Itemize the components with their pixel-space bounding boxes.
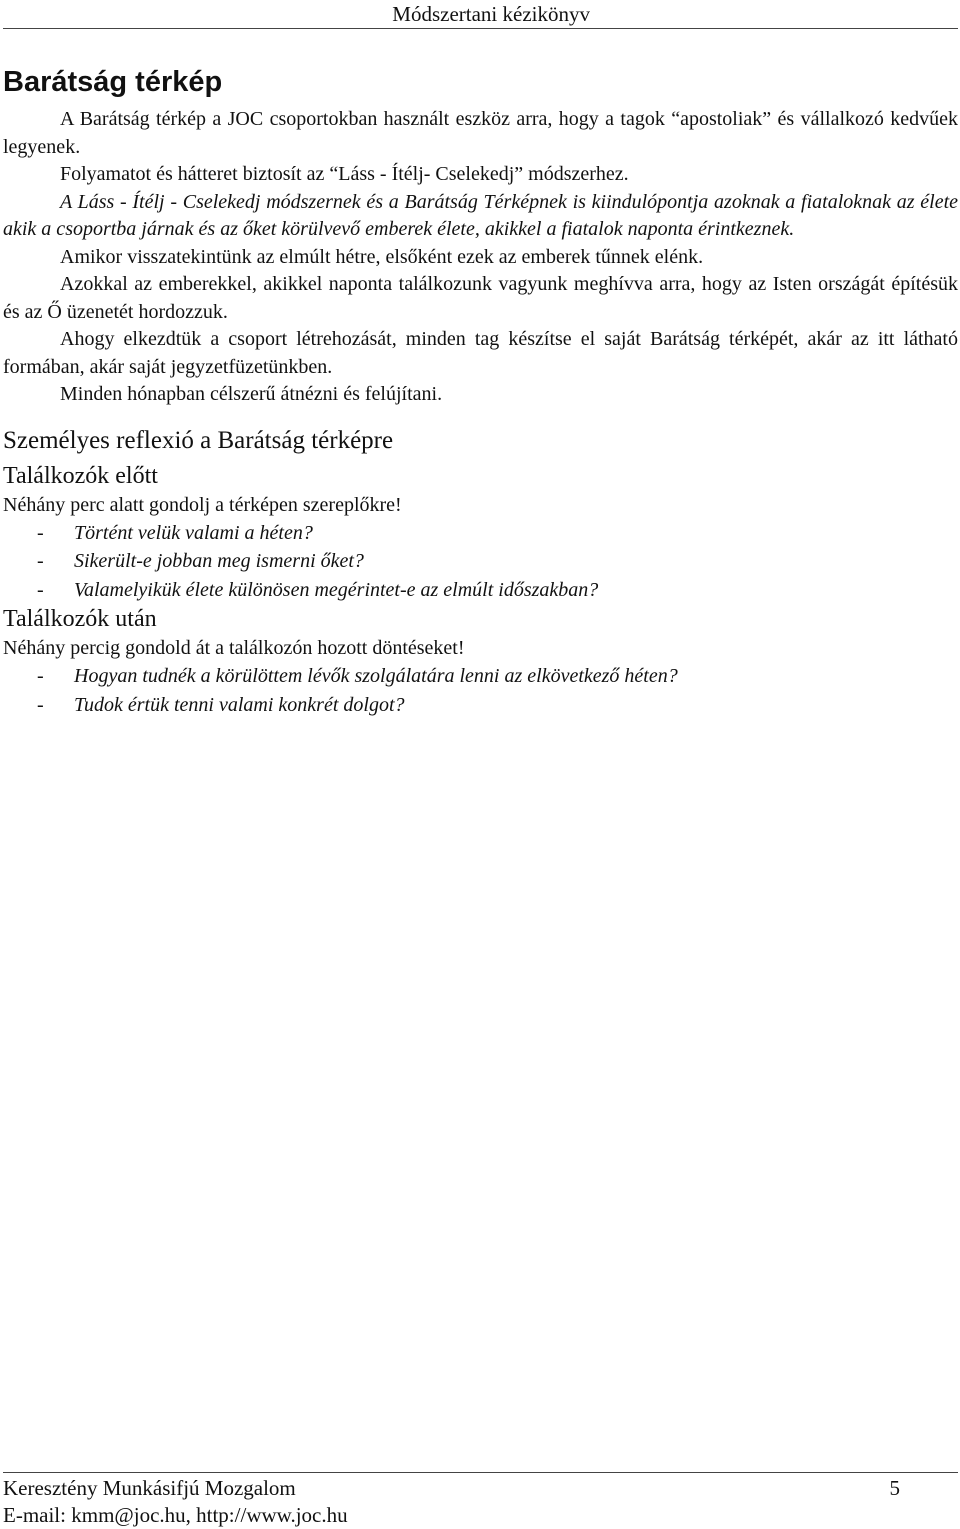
after-meetings-questions xyxy=(3,662,958,719)
page-number: 5 xyxy=(889,1476,900,1500)
footer-contact: E-mail: kmm@joc.hu, http://www.joc.hu xyxy=(3,1503,348,1527)
question-text: Hogyan tudnék a körülöttem lévők szolgálatára lenni az elkövetkező héten? xyxy=(74,665,678,687)
list-item xyxy=(3,547,958,576)
paragraph: Amikor visszatekintünk az elmúlt hétre, elsőként ezek az emberek tűnnek elénk. xyxy=(60,245,704,268)
paragraph: A Barátság térkép a JOC csoportokban használt eszköz arra, hogy a tagok “apostoliak” és vállalkozó kedvűek legyenek. xyxy=(3,108,958,158)
before-meetings-intro: Néhány perc alatt gondolj a térképen szereplőkre! xyxy=(3,493,402,516)
page-title: Barátság térkép xyxy=(3,66,223,98)
question-text: Tudok értük tenni valami konkrét dolgot? xyxy=(74,693,405,716)
dash-bullet: - xyxy=(37,665,44,687)
footer-row xyxy=(3,1502,958,1529)
paragraph: Folyamatot és hátteret biztosít az “Láss - Ítélj- Cselekedj” módszerhez. xyxy=(60,163,629,185)
question-text: Valamelyikük élete különösen megérintet-e az elmúlt időszakban? xyxy=(74,578,599,601)
paragraph: Ahogy elkezdtük a csoport létrehozását, minden tag készítse el saját Barátság térképét, akár az itt látható formában, akár saját jegyzetfüzetünkben. xyxy=(3,328,958,378)
list-item xyxy=(3,662,958,691)
paragraph-italic: A Láss - Ítélj - Cselekedj módszernek és a Barátság Térképnek is kiindulópontja azoknak a fiataloknak az élete akik a csoportba járnak és az őket körülvevő emberek élete, akikkel a fiatalok naponta érintkeznek. xyxy=(3,190,958,240)
before-meetings-questions xyxy=(3,519,958,605)
dash-bullet: - xyxy=(37,550,44,572)
question-text: Történt velük valami a héten? xyxy=(74,521,313,544)
list-item xyxy=(3,519,958,548)
footer-organization: Keresztény Munkásifjú Mozgalom xyxy=(3,1476,296,1500)
dash-bullet: - xyxy=(37,578,44,601)
paragraph: Azokkal az emberekkel, akikkel naponta találkozunk vagyunk meghívva arra, hogy az Isten országát építésük és az Ő üzenetét hordozzuk. xyxy=(3,273,958,323)
reflection-heading: Személyes reflexió a Barátság térképre xyxy=(3,426,394,454)
intro-paragraphs xyxy=(3,106,958,409)
header-title: Módszertani kézikönyv xyxy=(392,2,590,26)
page-footer xyxy=(3,1472,958,1529)
paragraph: Minden hónapban célszerű átnézni és felújítani. xyxy=(60,383,443,405)
document-body xyxy=(3,58,958,719)
after-meetings-intro: Néhány percig gondold át a találkozón hozott döntéseket! xyxy=(3,637,465,659)
after-meetings-heading: Találkozók után xyxy=(3,606,157,632)
before-meetings-heading: Találkozók előtt xyxy=(3,462,158,489)
list-item xyxy=(3,691,958,720)
page-header xyxy=(3,0,958,29)
dash-bullet: - xyxy=(37,693,44,716)
list-item xyxy=(3,576,958,605)
dash-bullet: - xyxy=(37,521,44,544)
question-text: Sikerült-e jobban meg ismerni őket? xyxy=(74,550,364,572)
footer-row xyxy=(3,1475,958,1502)
